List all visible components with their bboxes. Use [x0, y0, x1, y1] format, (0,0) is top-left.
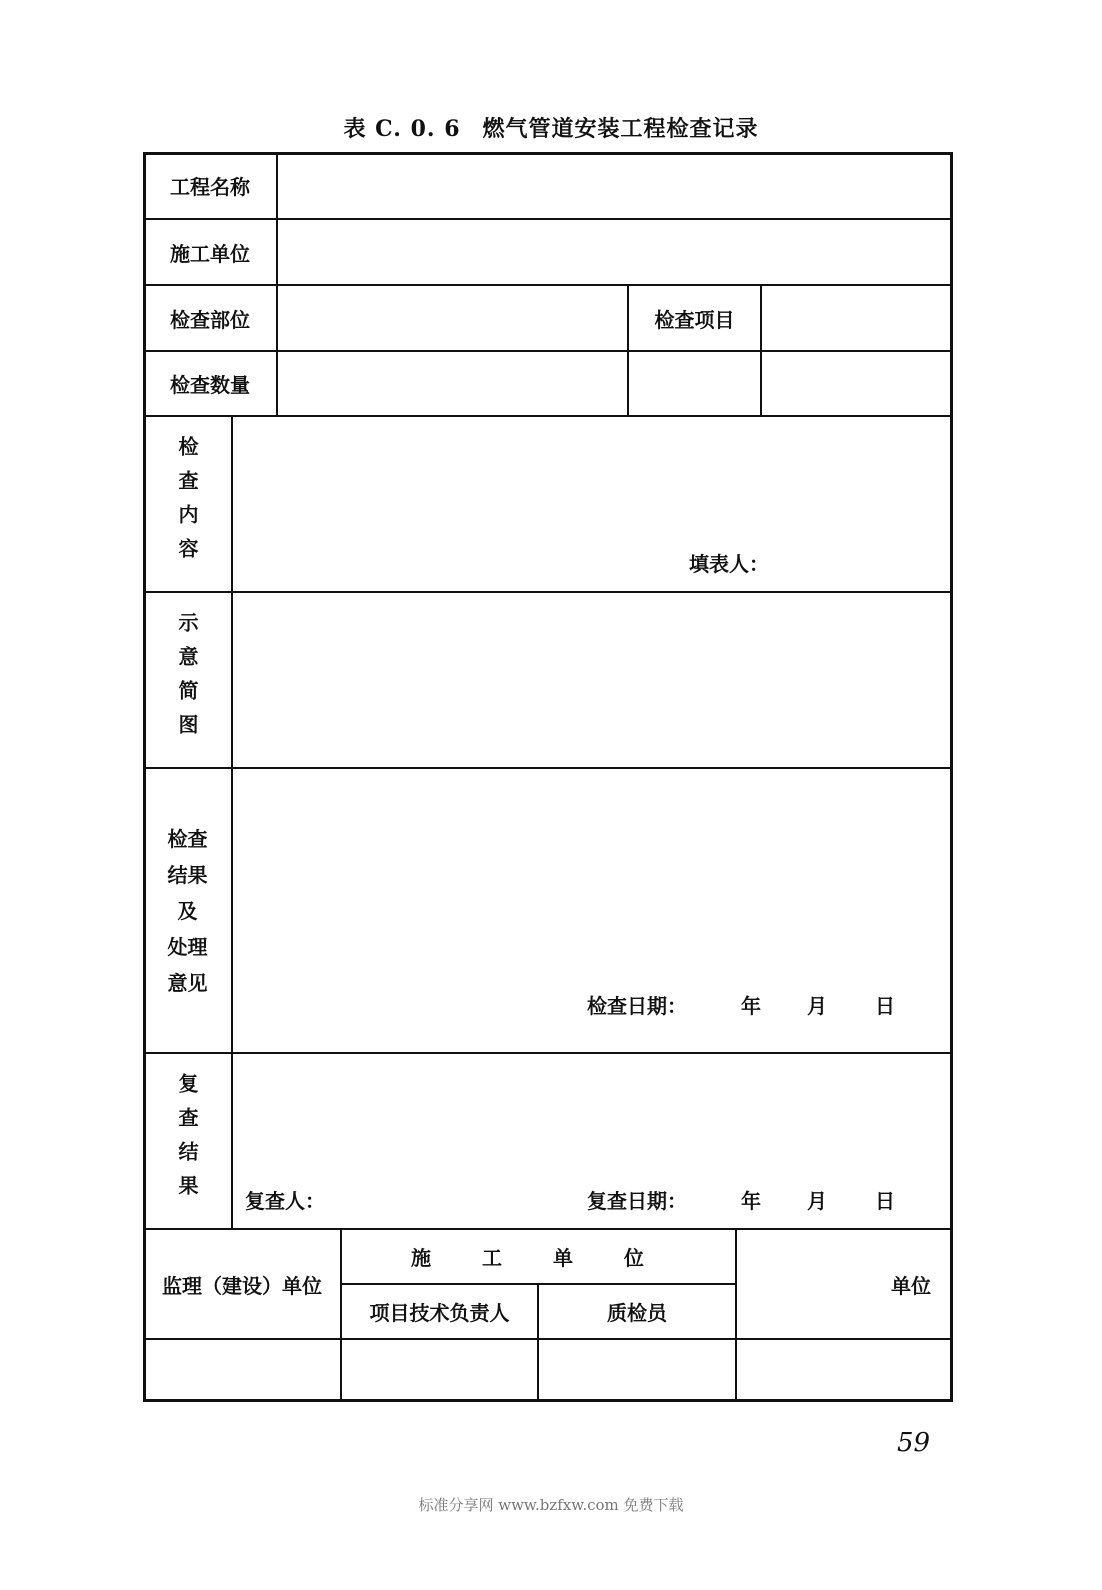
supervision-unit-label: 监理（建设）单位	[162, 1273, 322, 1298]
inspection-date-label: 检查日期：	[587, 994, 687, 1018]
inspection-date-month-label: 月	[807, 994, 827, 1018]
result-label-line: 检查	[167, 826, 208, 851]
tech-lead-signature-field[interactable]	[342, 1340, 537, 1399]
review-date-label: 复查日期：	[587, 1189, 687, 1213]
footer-watermark: 标准分享网 www.bzfxw.com 免费下载	[418, 1496, 684, 1514]
page-number: 59	[897, 1428, 931, 1458]
inspection-record-form	[143, 152, 953, 1402]
inspection-location-label: 检查部位	[170, 307, 250, 332]
project-name-field[interactable]	[278, 154, 950, 218]
tech-lead-label: 项目技术负责人	[369, 1301, 510, 1325]
contractor-label: 施工单位	[170, 241, 250, 266]
review-date-day-label: 日	[875, 1189, 895, 1213]
quality-inspector-signature-field[interactable]	[539, 1340, 735, 1399]
review-date-year-label: 年	[741, 1189, 761, 1213]
reviewer-label: 复查人：	[245, 1189, 325, 1213]
table-title: 燃气管道安装工程检查记录	[482, 116, 759, 142]
inspection-date-year-label: 年	[741, 994, 761, 1018]
inspection-quantity-label: 检查数量	[170, 373, 250, 397]
inspection-date-day-label: 日	[875, 994, 895, 1018]
result-label-cell	[143, 768, 232, 1053]
form-filler-label: 填表人：	[689, 552, 769, 576]
inspection-content-label-cell	[143, 416, 232, 592]
inspection-content-label: 检查内容	[175, 436, 199, 572]
contractor-field[interactable]	[278, 220, 950, 284]
inspection-quantity-field[interactable]	[278, 352, 627, 415]
result-label-line: 结果	[167, 862, 208, 887]
inspection-content-field[interactable]	[233, 417, 950, 591]
result-label-line: 意见	[167, 970, 208, 995]
review-result-label: 复查结果	[175, 1073, 199, 1209]
unit-signature-field[interactable]	[737, 1340, 950, 1399]
inspection-location-field[interactable]	[278, 286, 627, 350]
review-date-month-label: 月	[807, 1189, 827, 1213]
inspection-quantity-extra-field[interactable]	[629, 352, 760, 415]
unit-label: 单位	[891, 1273, 931, 1298]
inspection-quantity-extra-field[interactable]	[762, 352, 950, 415]
page-title	[0, 112, 1102, 143]
sketch-field[interactable]	[233, 593, 950, 767]
review-result-label-cell	[143, 1053, 232, 1229]
sketch-label-cell	[143, 592, 232, 768]
quality-inspector-label: 质检员	[607, 1301, 667, 1325]
construction-unit-label: 施 工 单 位	[411, 1246, 666, 1270]
supervision-signature-field[interactable]	[146, 1340, 340, 1399]
inspection-item-field[interactable]	[762, 286, 950, 350]
result-label	[168, 821, 208, 1001]
table-number: 表 C. 0. 6	[343, 116, 461, 142]
result-label-line: 及	[177, 898, 198, 923]
project-name-label: 工程名称	[170, 175, 250, 199]
inspection-item-label: 检查项目	[654, 307, 735, 332]
result-label-line: 处理	[167, 934, 208, 959]
sketch-label: 示意简图	[175, 612, 199, 748]
